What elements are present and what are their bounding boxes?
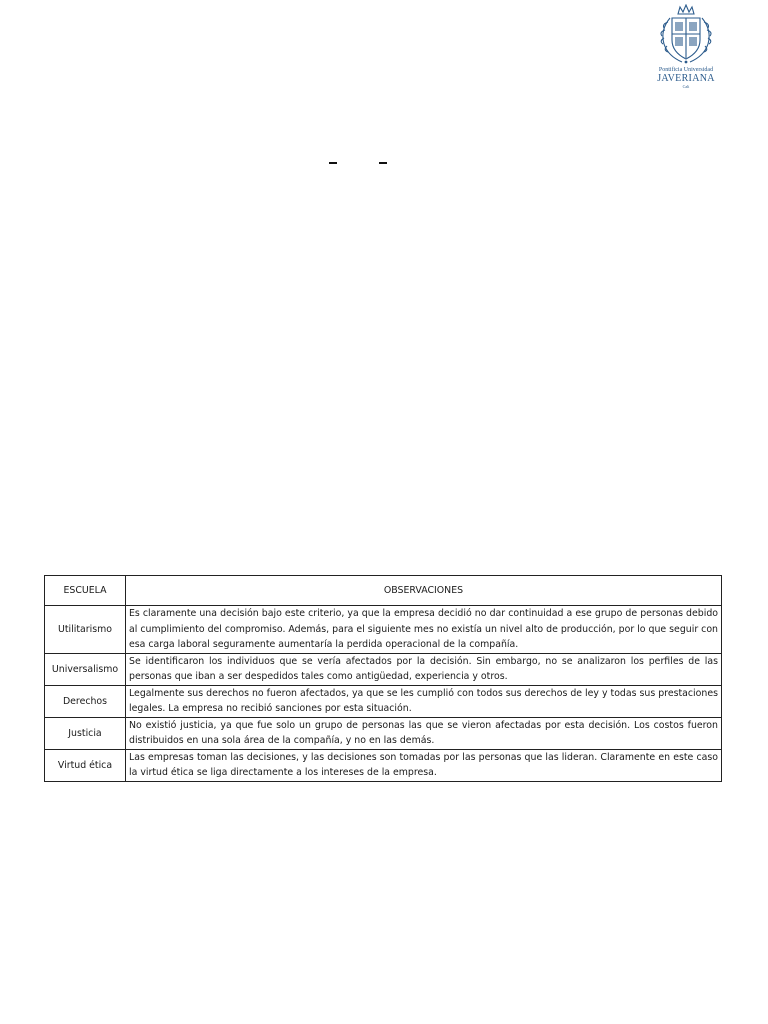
header-observaciones: OBSERVACIONES xyxy=(126,576,722,606)
observacion-cell: Legalmente sus derechos no fueron afectados, ya que se les cumplió con todos sus derechos de ley y todas sus prestaciones legales. La empresa no recibió sanciones por esta situación. xyxy=(126,685,722,717)
table-row xyxy=(45,653,722,685)
table-row xyxy=(45,685,722,717)
logo-line-city: Cali xyxy=(682,84,690,89)
observacion-cell: Las empresas toman las decisiones, y las decisiones son tomadas por las personas que las lideran. Claramente en este caso la virtud ética se liga directamente a los intereses de la empresa. xyxy=(126,749,722,781)
ethics-schools-table xyxy=(44,575,722,782)
escuela-cell: Virtud ética xyxy=(45,749,126,781)
escuela-cell: Justicia xyxy=(45,717,126,749)
university-logo xyxy=(650,4,722,90)
escuela-cell: Utilitarismo xyxy=(45,606,126,654)
escuela-cell: Universalismo xyxy=(45,653,126,685)
table-header-row xyxy=(45,576,722,606)
table-row xyxy=(45,749,722,781)
observacion-cell: Es claramente una decisión bajo este criterio, ya que la empresa decidió no dar continuidad a ese grupo de personas debido al cumplimiento del compromiso. Además, para el siguiente mes no existía un nivel alto de producción, por lo que seguir con esa carga laboral seguramente aumentaría la perdida operacional de la compañía. xyxy=(126,606,722,654)
observacion-cell: No existió justicia, ya que fue solo un grupo de personas las que se vieron afectadas por esta decisión. Los costos fueron distribuidos en una sola área de la compañía, y no en las demás. xyxy=(126,717,722,749)
table-row xyxy=(45,717,722,749)
coat-of-arms-icon xyxy=(658,4,714,66)
logo-text xyxy=(657,66,715,89)
title-dash-right xyxy=(379,162,387,164)
logo-line-pontificia: Pontificia Universidad xyxy=(658,67,714,73)
logo-line-javeriana: JAVERIANA xyxy=(657,73,715,84)
escuela-cell: Derechos xyxy=(45,685,126,717)
observacion-cell: Se identificaron los individuos que se vería afectados por la decisión. Sin embargo, no se analizaron los perfiles de las personas que iban a ser despedidos tales como antigüedad, experiencia y otros. xyxy=(126,653,722,685)
table-row xyxy=(45,606,722,654)
title-dash-left xyxy=(329,162,337,164)
header-escuela: ESCUELA xyxy=(45,576,126,606)
